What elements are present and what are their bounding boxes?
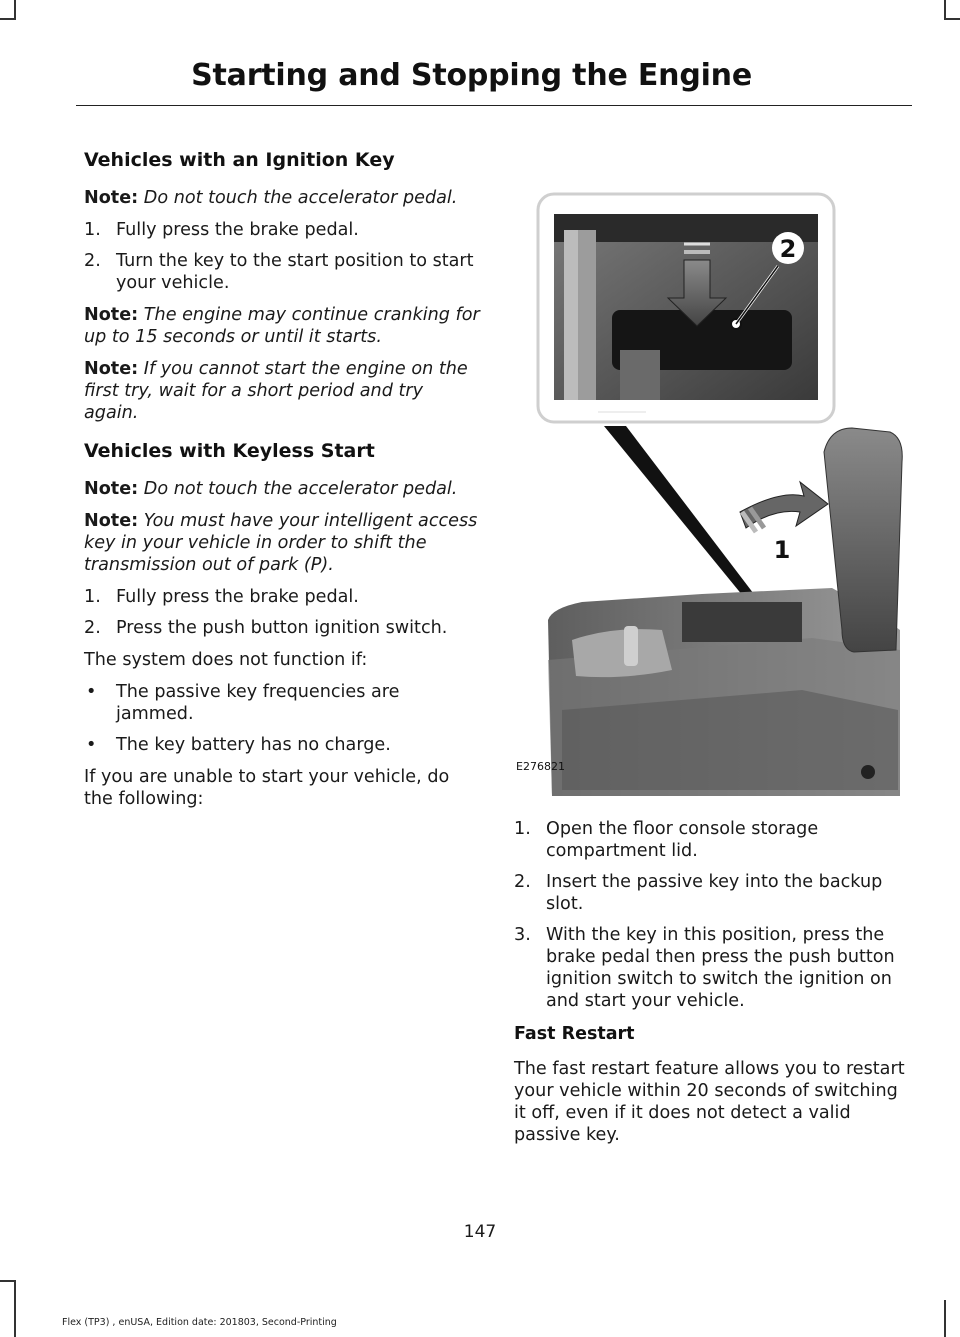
callout-1: 1 bbox=[773, 536, 791, 564]
crop-mark bbox=[944, 0, 946, 20]
figure-code: E276821 bbox=[516, 760, 565, 773]
step-text: Press the push button ignition switch. bbox=[116, 618, 448, 638]
left-column bbox=[84, 147, 480, 820]
paragraph: The system does not function if: bbox=[84, 650, 368, 670]
list-item bbox=[84, 250, 480, 294]
step-text: With the key in this position, press the brake pedal then press the push button ignition switch to switch the ignition on and start your vehicle. bbox=[546, 925, 895, 1011]
step-number: 1. bbox=[514, 819, 531, 839]
bullet-icon: • bbox=[86, 682, 97, 702]
note bbox=[84, 304, 480, 348]
step-number: 1. bbox=[84, 587, 101, 607]
note-label: Note: bbox=[84, 188, 139, 208]
crop-mark bbox=[14, 1280, 16, 1337]
page-number: 147 bbox=[463, 1222, 497, 1242]
section-heading-ignition-key: Vehicles with an Ignition Key bbox=[84, 149, 395, 171]
note-label: Note: bbox=[84, 305, 139, 325]
keyless-start-steps bbox=[84, 586, 480, 639]
bullet-icon: • bbox=[86, 735, 97, 755]
step-number: 2. bbox=[514, 872, 531, 892]
note bbox=[84, 187, 480, 209]
note-text: If you cannot start the engine on the first try, wait for a short period and try again. bbox=[84, 359, 468, 423]
list-item bbox=[84, 681, 480, 725]
note bbox=[84, 358, 480, 424]
note-text: Do not touch the accelerator pedal. bbox=[143, 188, 458, 208]
note bbox=[84, 478, 480, 500]
floor-console-backup-slot-illustration bbox=[512, 190, 910, 804]
right-column bbox=[514, 818, 912, 1156]
list-item bbox=[514, 818, 912, 862]
ignition-key-steps bbox=[84, 219, 480, 294]
step-text: Insert the passive key into the backup slot. bbox=[546, 872, 883, 914]
step-text: Turn the key to the start position to start your vehicle. bbox=[116, 251, 474, 293]
list-item bbox=[514, 924, 912, 1012]
note-label: Note: bbox=[84, 511, 139, 531]
crop-mark bbox=[0, 18, 16, 20]
step-number: 3. bbox=[514, 925, 531, 945]
crop-mark bbox=[0, 1280, 16, 1282]
note-text: You must have your intelligent access key in your vehicle in order to shift the transmission out of park (P). bbox=[84, 511, 478, 575]
footer-edition: Flex (TP3) , enUSA, Edition date: 201803, Second-Printing bbox=[62, 1317, 337, 1328]
paragraph: If you are unable to start your vehicle, do the following: bbox=[84, 767, 450, 809]
step-text: Open the floor console storage compartment lid. bbox=[546, 819, 819, 861]
crop-mark bbox=[14, 0, 16, 20]
step-number: 2. bbox=[84, 251, 101, 271]
list-item bbox=[84, 219, 480, 241]
note bbox=[84, 510, 480, 576]
bullet-text: The key battery has no charge. bbox=[116, 735, 391, 755]
crop-mark bbox=[944, 18, 960, 20]
step-number: 2. bbox=[84, 618, 101, 638]
callout-2: 2 bbox=[779, 235, 797, 263]
note-label: Note: bbox=[84, 479, 139, 499]
backup-slot-steps bbox=[514, 818, 912, 1012]
step-text: Fully press the brake pedal. bbox=[116, 220, 359, 240]
note-label: Note: bbox=[84, 359, 139, 379]
step-text: Fully press the brake pedal. bbox=[116, 587, 359, 607]
crop-mark bbox=[944, 1300, 946, 1337]
section-heading-fast-restart: Fast Restart bbox=[514, 1024, 635, 1044]
list-item bbox=[84, 734, 480, 756]
paragraph: The fast restart feature allows you to restart your vehicle within 20 seconds of switching it off, even if it does not detect a valid passive key. bbox=[514, 1059, 905, 1145]
header-divider bbox=[76, 105, 912, 106]
list-item bbox=[84, 617, 480, 639]
bullet-list bbox=[84, 681, 480, 756]
page-title: Starting and Stopping the Engine bbox=[191, 58, 752, 93]
bullet-text: The passive key frequencies are jammed. bbox=[116, 682, 400, 724]
section-heading-keyless-start: Vehicles with Keyless Start bbox=[84, 440, 375, 462]
list-item bbox=[84, 586, 480, 608]
figure-floor-console bbox=[512, 190, 910, 804]
step-number: 1. bbox=[84, 220, 101, 240]
note-text: Do not touch the accelerator pedal. bbox=[143, 479, 458, 499]
note-text: The engine may continue cranking for up to 15 seconds or until it starts. bbox=[84, 305, 480, 347]
list-item bbox=[514, 871, 912, 915]
